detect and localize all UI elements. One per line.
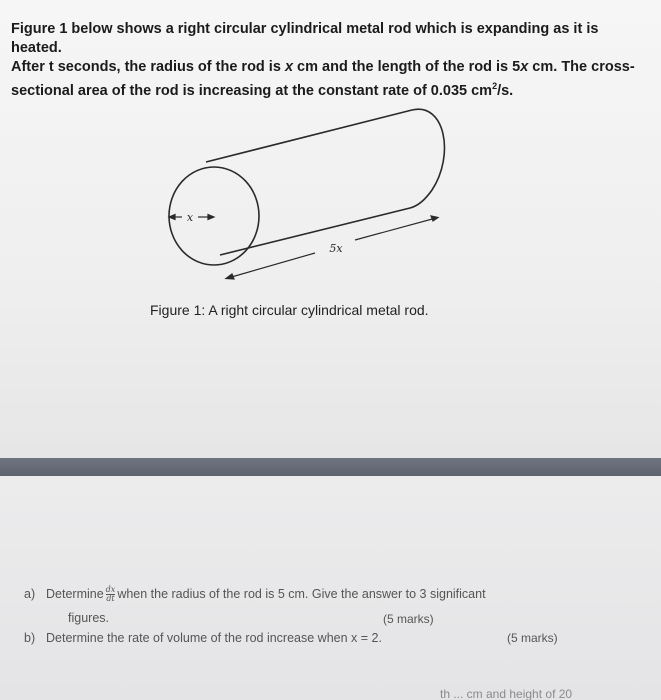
cylinder-figure xyxy=(150,100,470,290)
cut-off-text: th ... cm and height of 20 xyxy=(440,688,573,700)
intro-line-3a: sectional area of the rod is increasing at the constant rate of 0.035 cm xyxy=(11,82,493,99)
fraction-denominator: dt xyxy=(106,594,115,603)
page-divider-band xyxy=(0,458,661,476)
question-b-marks: (5 marks) xyxy=(507,631,558,645)
question-a-marks: (5 marks) xyxy=(383,612,434,626)
problem-statement xyxy=(11,20,651,101)
unit-exponent: 2 xyxy=(492,81,498,91)
intro-line-2a: After t seconds, the radius of the rod is xyxy=(11,59,285,75)
intro-line-2b: cm and the length of the rod is 5 xyxy=(293,59,521,75)
intro-line-1: Figure 1 below shows a right circular cylindrical metal rod which is expanding as it is heated. xyxy=(11,21,599,56)
question-a-text-1: Determine xyxy=(46,586,104,601)
var-x-2: x xyxy=(520,59,529,75)
length-label: 5x xyxy=(329,242,343,255)
question-a-line-2: figures. xyxy=(68,611,109,625)
cylinder-outline xyxy=(206,109,444,255)
intro-line-2c: cm. The cross- xyxy=(528,59,635,75)
question-b-text: Determine the rate of volume of the rod increase when x = 2. xyxy=(46,631,382,645)
fraction-numerator: dx xyxy=(105,585,116,594)
question-b-line xyxy=(24,631,382,645)
question-b-prefix: b) xyxy=(24,631,36,645)
cylinder-end-circle xyxy=(169,167,259,265)
radius-label: x xyxy=(186,211,194,224)
question-a-text-2: when the radius of the rod is 5 cm. Give the answer to 3 significant xyxy=(117,586,486,601)
question-a-line-1 xyxy=(24,585,486,603)
intro-line-3b: /s. xyxy=(497,82,514,99)
question-a-prefix: a) xyxy=(24,586,36,601)
cut-off-next-line xyxy=(0,688,661,700)
dx-dt-fraction xyxy=(106,586,116,603)
figure-caption: Figure 1: A right circular cylindrical metal rod. xyxy=(150,302,429,318)
var-x: x xyxy=(284,59,294,75)
